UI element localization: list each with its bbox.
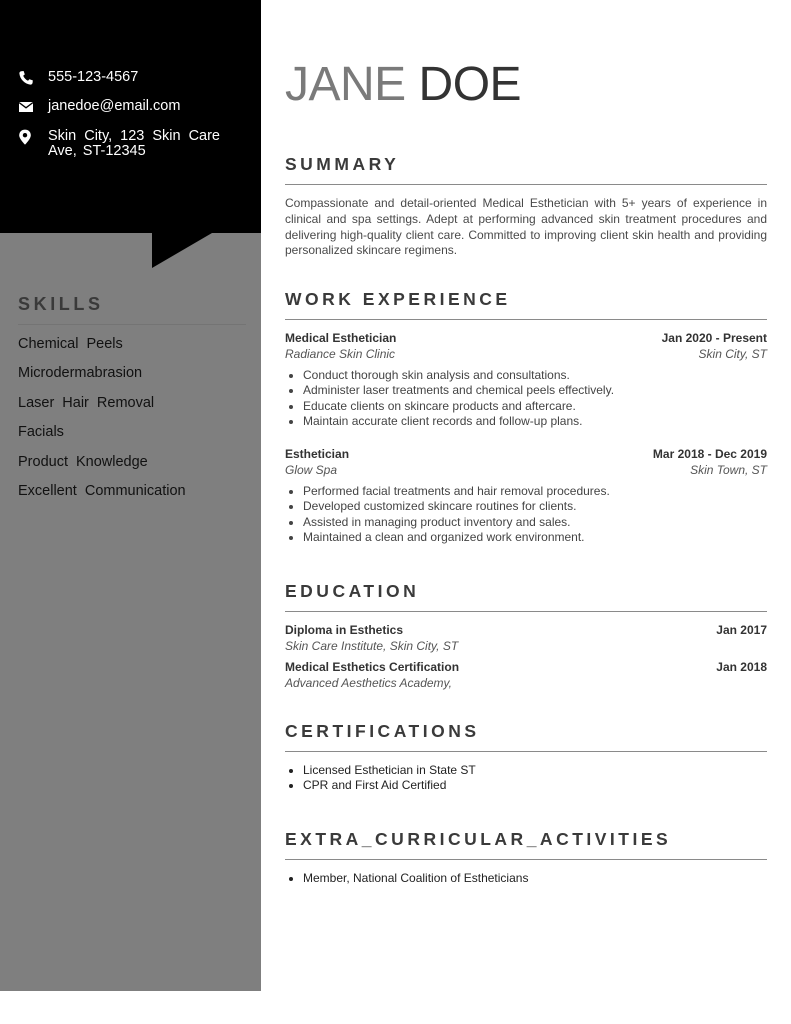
job-bullet: • Performed facial treatments and hair removal procedures. xyxy=(303,484,767,499)
job-bullet: • Developed customized skincare routines for clients. xyxy=(303,499,767,514)
job-bullets xyxy=(285,368,767,430)
experience-divider xyxy=(285,319,767,320)
job-location: Skin Town, ST xyxy=(690,463,767,477)
contact-email xyxy=(18,99,180,115)
school-name: Skin Care Institute, Skin City, ST xyxy=(285,639,459,653)
education-heading: EDUCATION xyxy=(285,581,420,601)
skill-item: Microdermabrasion xyxy=(18,365,143,382)
activities-divider xyxy=(285,859,767,860)
contact-address xyxy=(18,129,220,159)
job-entry xyxy=(285,330,767,430)
candidate-name xyxy=(285,59,521,111)
education-divider xyxy=(285,611,767,612)
experience-heading: WORK EXPERIENCE xyxy=(285,289,511,309)
certifications-heading: CERTIFICATIONS xyxy=(285,721,480,741)
email-text: janedoe@email.com xyxy=(48,98,181,114)
activities-list xyxy=(285,871,767,886)
job-entry xyxy=(285,446,767,546)
job-bullet: • Educate clients on skincare products and aftercare. xyxy=(303,399,767,414)
job-dates: Jan 2020 - Present xyxy=(661,331,767,345)
job-bullets xyxy=(285,484,767,546)
address-text: Skin City, 123 Skin Care Ave, ST-12345 xyxy=(48,128,220,159)
degree-title: Medical Esthetics Certification xyxy=(285,660,460,674)
job-location: Skin City, ST xyxy=(698,347,767,361)
certifications-list xyxy=(285,763,767,794)
certification-item: • Licensed Esthetician in State ST xyxy=(303,763,767,778)
summary-heading: SUMMARY xyxy=(285,154,400,174)
degree-title: Diploma in Esthetics xyxy=(285,623,404,637)
contact-phone xyxy=(18,70,138,86)
summary-paragraph: Compassionate and detail-oriented Medical Esthetician with 5+ years of experience in clinical and spa settings. Adept at performing advanced skin treatment procedures and delivering high-quality client care. Committed to improving client skin health and providing personalized skincare regimens. xyxy=(285,196,767,258)
job-company: Glow Spa xyxy=(285,463,338,477)
phone-text: 555-123-4567 xyxy=(48,69,139,85)
certification-item: • CPR and First Aid Certified xyxy=(303,778,767,793)
education-entry xyxy=(285,622,767,654)
skill-item: Excellent Communication xyxy=(18,482,186,499)
skill-item: Chemical Peels xyxy=(18,336,123,352)
job-bullet: • Conduct thorough skin analysis and consultations. xyxy=(303,368,767,383)
degree-date: Jan 2018 xyxy=(716,660,767,674)
job-title: Medical Esthetician xyxy=(285,331,397,345)
skill-item: Laser Hair Removal xyxy=(18,394,155,411)
skills-heading: SKILLS xyxy=(18,294,104,314)
job-company: Radiance Skin Clinic xyxy=(285,347,396,361)
skill-item: Facials xyxy=(18,424,64,441)
degree-date: Jan 2017 xyxy=(716,623,767,637)
envelope-icon xyxy=(18,99,48,115)
first-name: JANE xyxy=(285,58,406,111)
job-dates: Mar 2018 - Dec 2019 xyxy=(652,447,767,461)
skill-item: Product Knowledge xyxy=(18,453,148,470)
job-title: Esthetician xyxy=(285,447,350,461)
activities-heading: EXTRA_CURRICULAR_ACTIVITIES xyxy=(285,829,672,849)
last-name: DOE xyxy=(418,58,522,111)
certifications-divider xyxy=(285,751,767,752)
job-bullet: • Maintained a clean and organized work environment. xyxy=(303,530,767,545)
skills-list xyxy=(18,335,186,511)
job-bullet: • Maintain accurate client records and follow-up plans. xyxy=(303,414,767,429)
phone-icon xyxy=(18,70,48,86)
summary-divider xyxy=(285,184,767,185)
job-bullet: • Assisted in managing product inventory and sales. xyxy=(303,515,767,530)
map-pin-icon xyxy=(18,129,48,145)
school-name: Advanced Aesthetics Academy, xyxy=(285,676,452,690)
education-entry xyxy=(285,659,767,691)
job-bullet: • Administer laser treatments and chemical peels effectively. xyxy=(303,383,767,398)
activity-item: • Member, National Coalition of Estheticians xyxy=(303,871,767,886)
skills-divider xyxy=(18,324,246,325)
